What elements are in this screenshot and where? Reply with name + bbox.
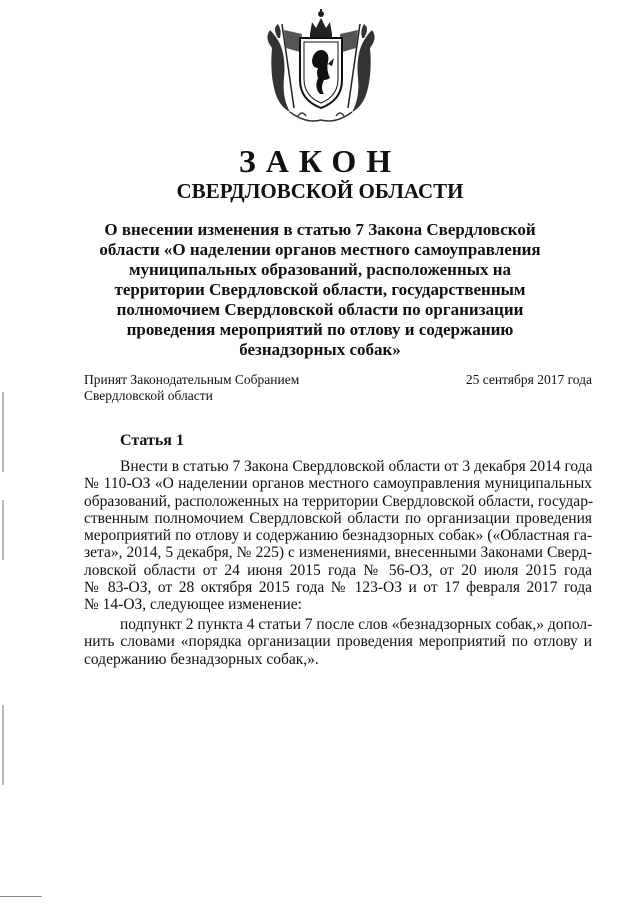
paragraph-line: образований, расположенных на территории Свердловской области, государ- xyxy=(84,492,594,510)
paragraph-line: ловской области от 24 июня 2015 года № 56-ОЗ, от 20 июля 2015 года xyxy=(84,561,592,579)
paragraph-line: подпункт 2 пункта 4 статьи 7 после слов «безнадзорных собак,» допол- xyxy=(120,616,593,633)
laurel-base-icon xyxy=(290,112,352,121)
crown-icon xyxy=(310,9,332,38)
subject-line: муниципальных образований, расположенных на xyxy=(128,260,512,279)
document-type-title: ЗАКОН xyxy=(238,143,402,179)
article-title: Статья 1 xyxy=(120,432,184,449)
adoption-date: 25 сентября 2017 года xyxy=(465,372,592,387)
subject-line: О внесении изменения в статью 7 Закона Свердловской xyxy=(104,220,536,239)
article-paragraph xyxy=(84,616,592,668)
adoption-line: Свердловской области xyxy=(84,388,213,403)
adoption-line: Принят Законодательным Собранием xyxy=(84,372,300,387)
subject-line: полномочием Свердловской области по организации xyxy=(116,300,524,319)
adoption-info xyxy=(84,372,299,404)
scan-margin-mark xyxy=(2,705,4,785)
scan-margin-mark xyxy=(2,392,4,472)
subject-line: области «О наделении органов местного самоуправления xyxy=(99,240,541,259)
paragraph-line: содержанию безнадзорных собак,». xyxy=(84,650,319,668)
paragraph-line: мероприятий по отлову и содержанию безнадзорных собак» («Областная га- xyxy=(84,527,592,545)
paragraph-line: № 110-ОЗ «О наделении органов местного самоуправления муниципальных xyxy=(84,475,592,493)
subject-line: безнадзорных собак» xyxy=(239,340,401,359)
region-title: СВЕРДЛОВСКОЙ ОБЛАСТИ xyxy=(176,179,464,203)
coat-of-arms-emblem xyxy=(260,8,382,128)
footer-rule xyxy=(0,896,42,897)
paragraph-line: нить словами «порядка организации проведения мероприятий по отлову и xyxy=(84,633,592,651)
scan-margin-mark xyxy=(2,500,4,560)
paragraph-line: Внести в статью 7 Закона Свердловской области от 3 декабря 2014 года xyxy=(120,458,593,475)
paragraph-line: № 14-ОЗ, следующее изменение: xyxy=(84,596,302,614)
shield-icon xyxy=(300,38,342,108)
paragraph-line: ственным полномочием Свердловской области по организации проведения xyxy=(84,509,592,527)
subject-line: проведения мероприятий по отлову и содержанию xyxy=(126,320,514,339)
article-paragraph xyxy=(84,458,592,614)
paragraph-line: зета», 2014, 5 декабря, № 225) с изменениями, внесенными Законами Сверд- xyxy=(84,544,592,562)
law-subject-title xyxy=(92,220,548,360)
subject-line: территории Свердловской области, государственным xyxy=(114,280,526,299)
paragraph-line: № 83-ОЗ, от 28 октября 2015 года № 123-ОЗ и от 17 февраля 2017 года xyxy=(84,579,592,597)
